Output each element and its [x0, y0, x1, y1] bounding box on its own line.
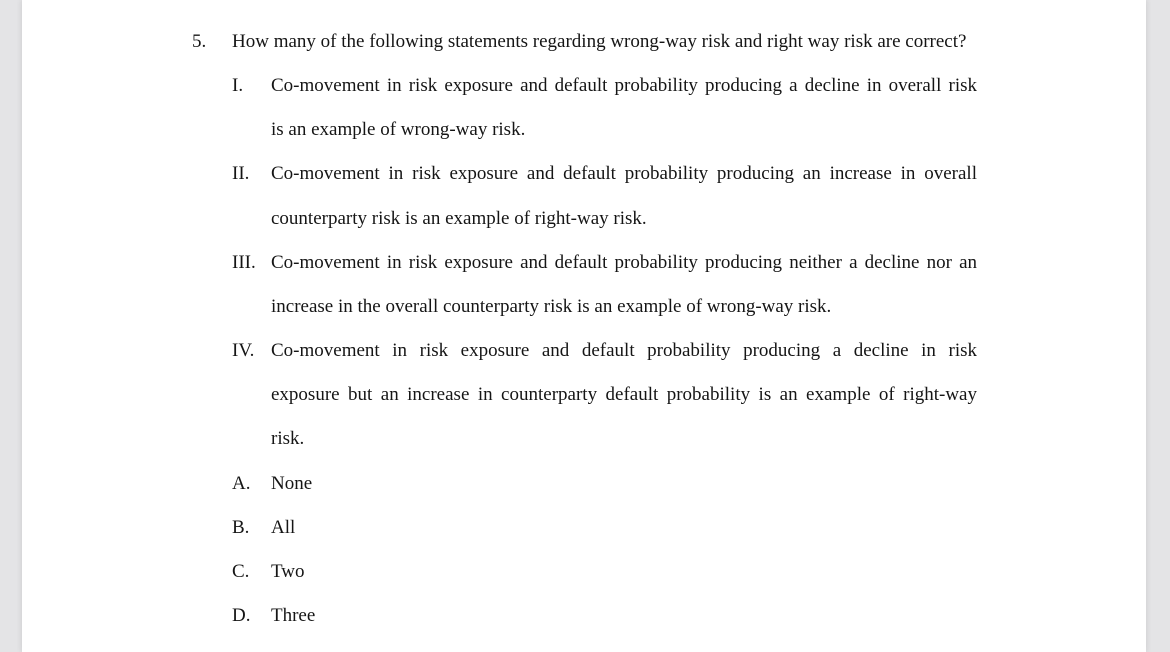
- statement-iii-line-2: increase in the overall counterparty risk is an example of wrong-way risk.: [271, 296, 832, 317]
- statement-iv-line-1: Co-movement in risk exposure and default probability producing a decline in risk: [271, 340, 977, 361]
- statement-numeral-iii: III.: [232, 252, 256, 273]
- option-text-b: All: [271, 517, 296, 538]
- option-letter-b: B.: [232, 517, 250, 538]
- statement-iv-line-3: risk.: [271, 428, 305, 449]
- question-number: 5.: [192, 31, 207, 52]
- option-text-a: None: [271, 473, 313, 494]
- statement-iii-line-1: Co-movement in risk exposure and default probability producing neither a decline nor an: [271, 252, 977, 273]
- statement-ii-line-1: Co-movement in risk exposure and default probability producing an increase in overall: [271, 163, 977, 184]
- statement-numeral-i: I.: [232, 75, 244, 96]
- option-letter-c: C.: [232, 561, 250, 582]
- statement-iv-line-2: exposure but an increase in counterparty default probability is an example of right-way: [271, 384, 977, 405]
- statement-numeral-iv: IV.: [232, 340, 255, 361]
- statement-i-line-1: Co-movement in risk exposure and default probability producing a decline in overall risk: [271, 75, 977, 96]
- statement-ii-line-2: counterparty risk is an example of right-way risk.: [271, 208, 647, 229]
- option-letter-a: A.: [232, 473, 251, 494]
- document-page: [22, 0, 1146, 652]
- option-letter-d: D.: [232, 605, 251, 626]
- statement-i-line-2: is an example of wrong-way risk.: [271, 119, 526, 140]
- option-text-c: Two: [271, 561, 305, 582]
- statement-numeral-ii: II.: [232, 163, 250, 184]
- question-text: How many of the following statements regarding wrong-way risk and right way risk are correct?: [232, 31, 967, 52]
- option-text-d: Three: [271, 605, 316, 626]
- question-block: [22, 0, 1146, 652]
